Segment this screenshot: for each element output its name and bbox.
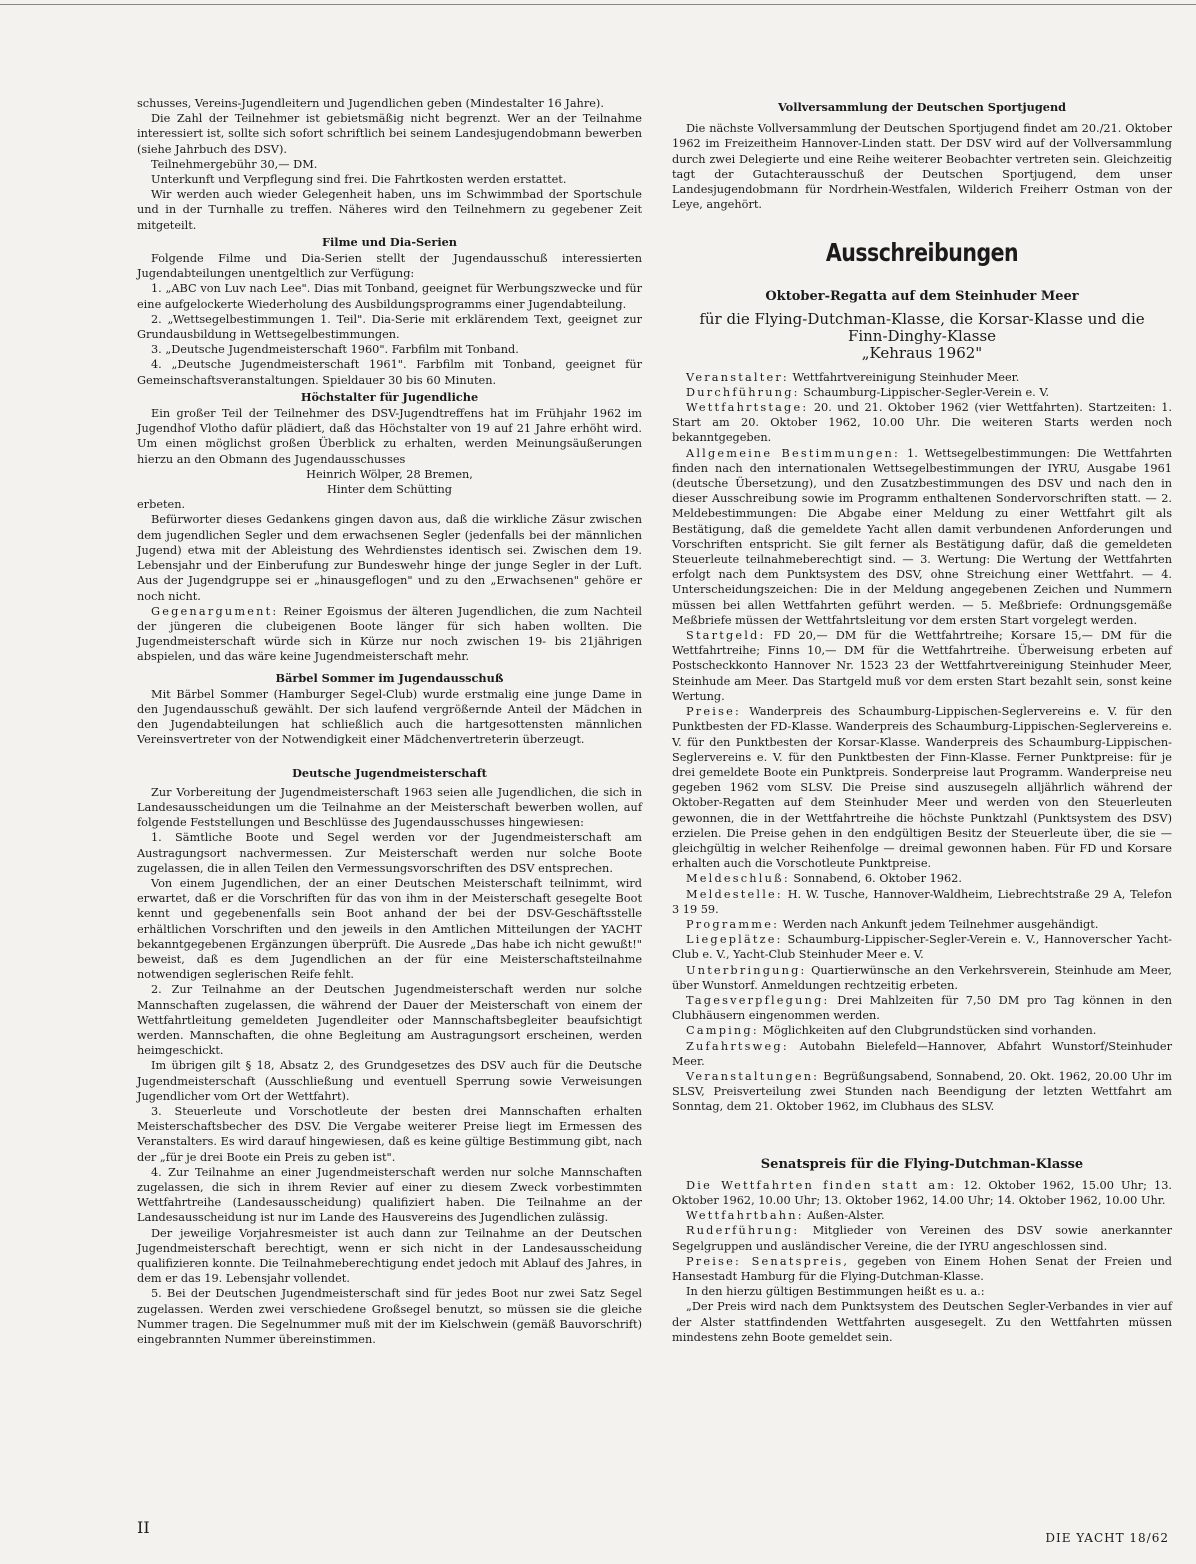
paragraph: 5. Bei der Deutschen Jugendmeisterschaft sind für jedes Boot nur zwei Satz Segel zugelassen. Werden zwei verschiedene Großsegel benutzt, so müssen sie die gleiche Nummer tragen. Die Segelnummer muß mit der im Kielschwein (gemäß Bauvorschrift) eingebrannten Nummer übereinstimmen. xyxy=(137,1287,642,1347)
paragraph: Mit Bärbel Sommer (Hamburger Segel-Club) wurde erstmalig eine junge Dame in den Jugendausschuß gewählt. Der sich laufend vergrößernde Anteil der Mädchen in den Jugendabteilungen hat schließlich auch die hartgesottensten männlichen Vereinsvertreter von der Notwendigkeit einer Mädchenvertreterin überzeugt. xyxy=(137,687,642,747)
list-item: 4. „Deutsche Jugendmeisterschaft 1961". Farbfilm mit Tonband, geeignet für Gemeinschaftsveranstaltungen. Spieldauer 30 bis 60 Minuten. xyxy=(137,358,642,387)
entry-label: Tagesverpflegung: xyxy=(686,993,830,1007)
entry: Veranstalter: Wettfahrtvereinigung Steinhuder Meer. xyxy=(686,370,1020,384)
run-in-label: Gegenargument: xyxy=(151,604,279,618)
entry: Camping: Möglichkeiten auf den Clubgrundstücken sind vorhanden. xyxy=(686,1024,1097,1038)
section-heading-regatta: Oktober-Regatta auf dem Steinhuder Meer xyxy=(765,289,1079,305)
entry: Liegeplätze: Schaumburg-Lippischer-Segler-Verein e. V., Hannoverscher Yacht-Club e. V., Yacht-Club Steinhuder Meer e. V. xyxy=(672,933,1172,962)
entry-label: Camping: xyxy=(686,1024,759,1038)
entry: Zufahrtsweg: Autobahn Bielefeld—Hannover, Abfahrt Wunstorf/Steinhuder Meer. xyxy=(672,1039,1172,1068)
section-heading-vollversammlung: Vollversammlung der Deutschen Sportjugend xyxy=(777,100,1067,114)
section-heading-djm: Deutsche Jugendmeisterschaft xyxy=(292,765,487,780)
entry-label: Programme: xyxy=(686,917,780,931)
entry: Allgemeine Bestimmungen: 1. Wettsegelbestimmungen: Die Wettfahrten finden nach den internationalen Wettsegelbestimmungen der IYRU, Ausgabe 1961 (deutsche Übersetzung), und den Zusatzbestimmungen des DSV und nach den in dieser Ausschreibung sowie im Programm enthaltenen Sondervorschriften statt. — 2. Meldebestimmungen: Die Abgabe einer Meldung zu einer Wettfahrt gilt als Bestätigung, daß die gemeldete Yacht allen damit verbundenen Anforderungen und Vorschriften entspricht. Sie gilt ferner als Bestätigung dafür, daß die gemeldeten Steuerleute teilnahmeberechtigt sind. — 3. Wertung: Die Wertung der Wettfahrten erfolgt nach dem Punktsystem des DSV, ohne Streichung einer Wettfahrt. — 4. Unterscheidungszeichen: Die in der Meldung angegebenen Zeichen und Nummern müssen bei allen Wettfahrten geführt werden. — 5. Meßbriefe: Ordnungsgemäße Meßbriefe müssen der Wettfahrtsleitung vor dem ersten Start vorgelegt werden. xyxy=(672,446,1173,627)
page-number: II xyxy=(137,1518,150,1537)
entry-label: Meldestelle: xyxy=(686,887,783,901)
entry: Unterbringung: Quartierwünsche an den Verkehrsverein, Steinhude am Meer, über Wunstorf. Anmeldungen rechtzeitig erbeten. xyxy=(672,963,1172,992)
entry: Ruderführung: Mitglieder von Vereinen des DSV sowie anerkannter Segelgruppen und ausländischer Vereine, die der IYRU angeschlossen sind. xyxy=(672,1224,1172,1253)
list-item: 2. „Wettsegelbestimmungen 1. Teil". Dia-Serie mit erklärendem Text, geeignet zur Grundausbildung in Wettsegelbestimmungen. xyxy=(137,312,642,342)
subtitle-line: für die Flying-Dutchman-Klasse, die Korsar-Klasse und die xyxy=(699,309,1145,328)
paragraph: Die Zahl der Teilnehmer ist gebietsmäßig nicht begrenzt. Wer an der Teilnahme interessiert ist, sollte sich sofort schriftlich bei seinem Landesjugendobmann bewerben (siehe Jahrbuch des DSV). xyxy=(137,112,642,156)
entry: Tagesverpflegung: Drei Mahlzeiten für 7,50 DM pro Tag können in den Clubhäusern eingenommen werden. xyxy=(672,993,1172,1023)
paragraph: Unterkunft und Verpflegung sind frei. Die Fahrtkosten werden erstattet. xyxy=(151,173,567,187)
paragraph: Teilnehmergebühr 30,— DM. xyxy=(151,157,318,171)
paragraph: 2. Zur Teilnahme an der Deutschen Jugendmeisterschaft werden nur solche Mannschaften zugelassen, die während der Dauer der Meisterschaft von einem der Wettfahrtleitung gemeldeten Jugendleiter oder Mannschaftsbegleiter beaufsichtigt werden. Mannschaften, die ohne Begleitung am Austragungsort erscheinen, werden heimgeschickt. xyxy=(137,983,642,1058)
paragraph: Im übrigen gilt § 18, Absatz 2, des Grundgesetzes des DSV auch für die Deutsche Jugendmeisterschaft (Ausschließung und eventuell Sperrung sowie Verweisungen Jugendlicher vom Ort der Wettfahrt). xyxy=(137,1059,642,1103)
entry-label: Die Wettfahrten finden statt am: xyxy=(686,1178,957,1192)
entry-label: Preise: Senatspreis, xyxy=(686,1254,850,1268)
entry-label: Veranstalter: xyxy=(686,370,789,384)
paragraph: Wir werden auch wieder Gelegenheit haben, uns im Schwimmbad der Sportschule und in der Turnhalle zu treffen. Näheres wird den Teilnehmern zu gegebener Zeit mitgeteilt. xyxy=(137,188,642,232)
entry: Preise: Senatspreis, gegeben von Einem Hohen Senat der Freien und Hansestadt Hamburg für die Flying-Dutchman-Klasse. xyxy=(672,1254,1172,1283)
magazine-footer: DIE YACHT 18/62 xyxy=(1045,1531,1169,1545)
left-column xyxy=(137,96,642,1347)
entry: Programme: Werden nach Ankunft jedem Teilnehmer ausgehändigt. xyxy=(686,917,1099,931)
entry-label: Wettfahrtbahn: xyxy=(686,1209,804,1223)
paragraph: Befürworter dieses Gedankens gingen davon aus, daß die wirkliche Zäsur zwischen dem jugendlichen Segler und dem erwachsenen Segler (jedenfalls bei der männlichen Jugend) etwa mit der Ableistung des Wehrdienstes identisch sei. Zwischen dem 19. Lebensjahr und der Einberufung zur Bundeswehr hinge der junge Segler in der Luft. Aus der Jugendgruppe sei er „hinausgeflogen" und zu den „Erwachsenen" gehöre er noch nicht. xyxy=(137,513,642,603)
entry-label: Wettfahrtstage: xyxy=(686,401,809,415)
subtitle-line: Finn-Dinghy-Klasse xyxy=(847,326,997,345)
paragraph: Folgende Filme und Dia-Serien stellt der Jugendausschuß interessierten Jugendabteilungen unentgeltlich zur Verfügung: xyxy=(137,252,642,281)
paragraph: Ein großer Teil der Teilnehmer des DSV-Jugendtreffens hat im Frühjahr 1962 im Jugendhof Vlotho dafür plädiert, daß das Höchstalter von 19 auf 21 Jahre erhöht wird. Um einen möglichst großen Überblick zu erhalten, werden Meinungsäußerungen hierzu an den Obmann des Jugendausschusses xyxy=(137,407,642,466)
entry-label: Liegeplätze: xyxy=(686,933,783,947)
paragraph: 3. Steuerleute und Vorschotleute der besten drei Mannschaften erhalten Meisterschaftsbecher des DSV. Die Vergabe weiterer Preise liegt im Ermessen des Veranstalters. Es wird darauf hingewiesen, daß es keine gültige Bestimmung gibt, nach der „für je drei Boote ein Preis zu geben ist". xyxy=(137,1105,642,1164)
entry: Wettfahrtstage: 20. und 21. Oktober 1962 (vier Wettfahrten). Startzeiten: 1. Start am 20. Oktober 1962, 10.00 Uhr. Die weiteren Starts werden noch bekanntgegeben. xyxy=(672,401,1172,445)
section-heading-hoechstalter: Höchstalter für Jugendliche xyxy=(300,389,479,404)
paragraph: Von einem Jugendlichen, der an einer Deutschen Meisterschaft teilnimmt, wird erwartet, daß er die Vorschriften für das von ihm in der Meisterschaft gesegelte Boot kennt und gegebenenfalls sein Boot anhand der bei der DSV-Geschäftsstelle erhältlichen Vorschriften und den jeweils in den Amtlichen Mitteilungen der YACHT bekanntgegebenen Ergänzungen überprüft. Die Ausrede „Das habe ich nicht gewußt!" beweist, daß es dem Jugendlichen an der für eine Meisterschaftsteilnahme notwendigen seglerischen Reife fehlt. xyxy=(137,876,642,982)
entry-label: Preise: xyxy=(686,705,741,719)
entry-label: Veranstaltungen: xyxy=(686,1069,820,1083)
paragraph: Die nächste Vollversammlung der Deutschen Sportjugend findet am 20./21. Oktober 1962 im Freizeitheim Hannover-Linden statt. Der DSV wird auf der Vollversammlung durch zwei Delegierte und eine Reihe weiterer Beobachter vertreten sein. Gleichzeitig tagt der Gutachterausschuß der Deutschen Sportjugend, dem unser Landesjugendobmann für Nordrhein-Westfalen, Wilderich Freiherr Ostman von der Leye, angehört. xyxy=(672,122,1172,212)
right-column xyxy=(672,96,1172,1345)
paragraph: 1. Sämtliche Boote und Segel werden vor der Jugendmeisterschaft am Austragungsort nachvermessen. Zur Meisterschaft werden nur solche Boote zugelassen, die in allen Teilen den Vermessungsvorschriften des DSV entsprechen. xyxy=(137,831,642,875)
entry: Durchführung: Schaumburg-Lippischer-Segler-Verein e. V. xyxy=(686,385,1050,399)
entry: Veranstaltungen: Begrüßungsabend, Sonnabend, 20. Okt. 1962, 20.00 Uhr im SLSV, Preisverteilung zwei Stunden nach Beendigung der letzten Wettfahrt am Sonntag, dem 21. Oktober 1962, im Clubhaus des SLSV. xyxy=(672,1069,1172,1114)
address-line: Heinrich Wölper, 28 Bremen, xyxy=(306,467,473,481)
entry: Die Wettfahrten finden statt am: 12. Oktober 1962, 15.00 Uhr; 13. Oktober 1962, 10.00 Uhr; 13. Oktober 1962, 14.00 Uhr; 14. Oktober 1962, 10.00 Uhr. xyxy=(672,1178,1172,1207)
entry: Meldestelle: H. W. Tusche, Hannover-Waldheim, Liebrechtstraße 29 A, Telefon 3 19 59. xyxy=(672,887,1172,916)
paragraph: Gegenargument: Reiner Egoismus der älteren Jugendlichen, die zum Nachteil der jüngeren die clubeigenen Boote länger für sich haben wollten. Die Jugendmeisterschaft würde sich in Kürze nur noch zwischen 19- bis 21jährigen abspielen, und das wäre keine Jugendmeisterschaft mehr. xyxy=(137,604,642,664)
section-heading-filme: Filme und Dia-Serien xyxy=(321,234,458,249)
entry-label: Zufahrtsweg: xyxy=(686,1039,789,1053)
entry-label: Unterbringung: xyxy=(686,963,807,977)
entry: Wettfahrtbahn: Außen-Alster. xyxy=(686,1209,885,1223)
subtitle-line: „Kehraus 1962" xyxy=(861,343,983,362)
entry-label: Ruderführung: xyxy=(686,1224,800,1238)
entry-label: Startgeld: xyxy=(686,629,766,643)
entry: Preise: Wanderpreis des Schaumburg-Lippischen-Seglervereins e. V. für den Punktbesten der FD-Klasse. Wanderpreis des Schaumburg-Lippischen-Seglervereins e. V. für den Punktbesten der Korsar-Klasse. Wanderpreis des Schaumburg-Lippischen-Seglervereins e. V. für den Punktbesten der Finn-Klasse. Ferner Punktpreise: für je drei gemeldete Boote ein Punktpreis. Sonderpreise laut Programm. Wanderpreise neu gegeben 1962 vom SLSV. Die Preise sind auszusegeln alljährlich während der Oktober-Regatten auf dem Steinhuder Meer und werden von den Steuerleuten gewonnen, die in der Wettfahrtreihe die höchste Punktzahl (Punktsystem des DSV) erzielen. Die Preise gehen in den endgültigen Besitz der Steuerleute über, die sie — gleichgültig in welcher Reihenfolge — dreimal gewonnen haben. Für FD und Korsare erhalten auch die Vorschotleute Punktpreise. xyxy=(672,705,1172,871)
paragraph: schusses, Vereins-Jugendleitern und Jugendlichen geben (Mindestalter 16 Jahre). xyxy=(137,97,604,110)
entry-label: Meldeschluß: xyxy=(686,872,790,886)
entry-label: Allgemeine Bestimmungen: xyxy=(686,446,900,460)
entry-label: Durchführung: xyxy=(686,385,800,399)
paragraph: 4. Zur Teilnahme an einer Jugendmeisterschaft werden nur solche Mannschaften zugelassen, die sich in ihrem Revier auf einer zu diesem Zweck vorbestimmten Wettfahrtreihe (Landesausscheidung) qualifiziert haben. Die Teilnahme an der Landesausscheidung ist nur im Lande des Hausvereins des Jugendlichen zulässig. xyxy=(137,1165,642,1225)
top-rule xyxy=(0,4,1196,5)
entry: Meldeschluß: Sonnabend, 6. Oktober 1962. xyxy=(686,872,962,886)
paragraph: Zur Vorbereitung der Jugendmeisterschaft 1963 seien alle Jugendlichen, die sich in Landesausscheidungen um die Teilnahme an der Meisterschaft bewerben wollen, auf folgende Feststellungen und Beschlüsse des Jugendausschusses hingewiesen: xyxy=(137,785,642,830)
paragraph: „Der Preis wird nach dem Punktsystem des Deutschen Segler-Verbandes in vier auf der Alster stattfindenden Wettfahrten ausgesegelt. Zu den Wettfahrten müssen mindestens zehn Boote gemeldet sein. xyxy=(672,1300,1172,1344)
address-line: Hinter dem Schütting xyxy=(327,483,452,497)
paragraph: In den hierzu gültigen Bestimmungen heißt es u. a.: xyxy=(686,1285,985,1299)
section-heading-baerbel: Bärbel Sommer im Jugendausschuß xyxy=(275,670,504,685)
paragraph: erbeten. xyxy=(137,498,186,512)
ausschreibungen-title: Ausschreibungen xyxy=(825,238,1019,268)
list-item: 3. „Deutsche Jugendmeisterschaft 1960". Farbfilm mit Tonband. xyxy=(151,343,519,357)
list-item: 1. „ABC von Luv nach Lee". Dias mit Tonband, geeignet für Werbungszwecke und für eine aufgelockerte Wiederholung des Ausbildungsprogramms einer Jugendabteilung. xyxy=(137,282,642,311)
entry: Startgeld: FD 20,— DM für die Wettfahrtreihe; Korsare 15,— DM für die Wettfahrtreihe; Finns 10,— DM für die Wettfahrtreihe. Überweisung erbeten auf Postscheckkonto Hannover Nr. 1523 23 der Wettfahrtvereinigung Steinhuder Meer, Steinhude am Meer. Das Startgeld muß vor dem ersten Start bezahlt sein, sonst keine Wertung. xyxy=(672,629,1172,703)
paragraph: Der jeweilige Vorjahresmeister ist auch dann zur Teilnahme an der Deutschen Jugendmeisterschaft berechtigt, wenn er sich nicht in der Landesausscheidung qualifizieren konnte. Die Teilnahmeberechtigung endet jedoch mit Ablauf des Jahres, in dem er das 19. Lebensjahr vollendet. xyxy=(137,1226,642,1286)
section-heading-senatspreis: Senatspreis für die Flying-Dutchman-Klasse xyxy=(760,1156,1084,1172)
